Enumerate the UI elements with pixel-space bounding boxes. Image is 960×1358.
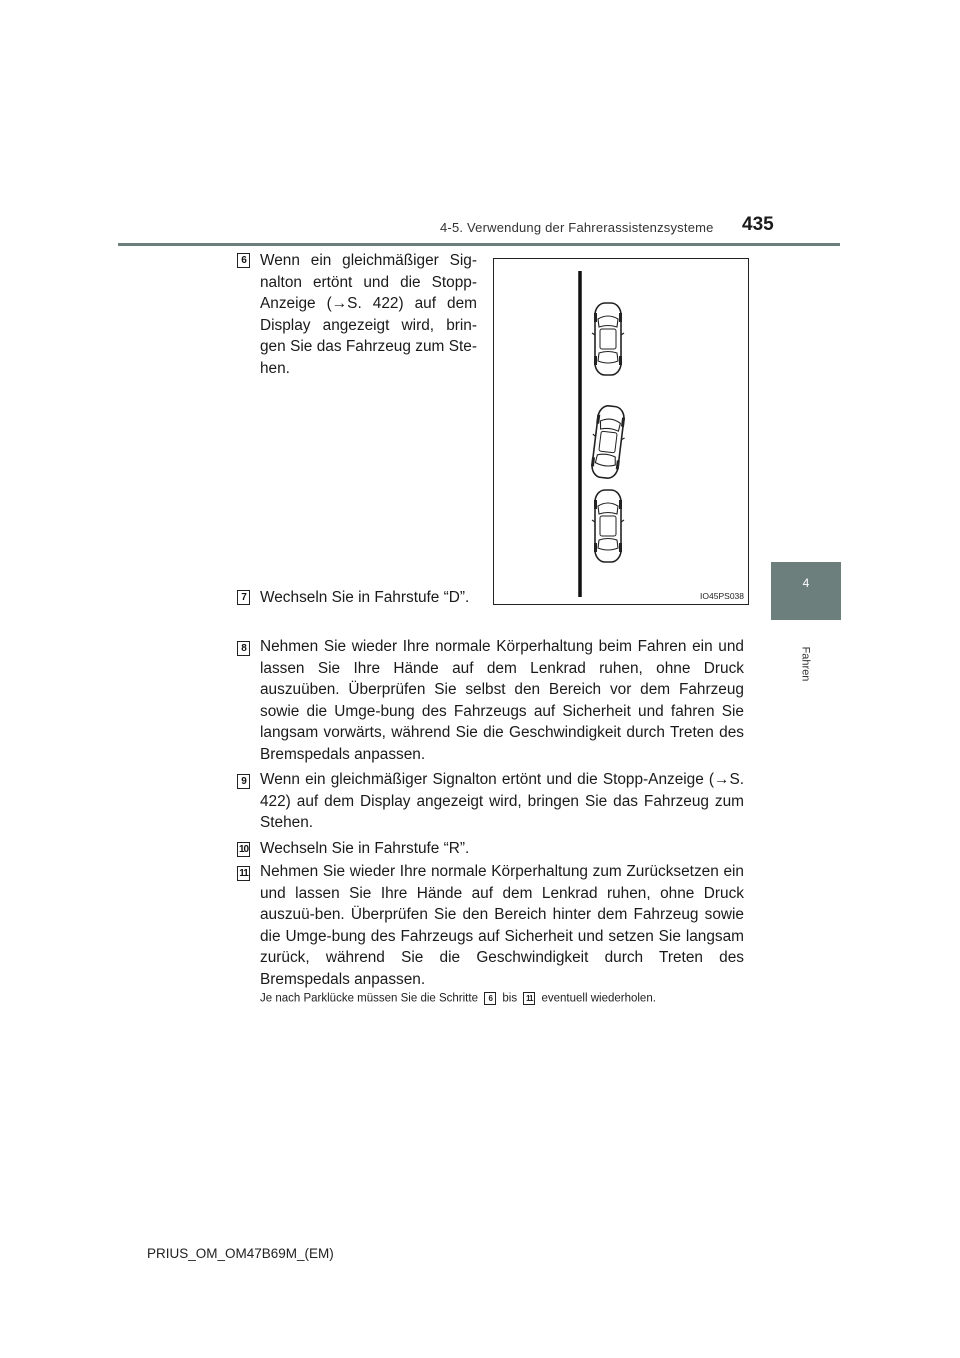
parking-diagram-icon xyxy=(494,259,750,606)
step-badge-9: 9 xyxy=(237,774,250,789)
step-badge-6: 6 xyxy=(237,253,250,268)
chapter-label-container xyxy=(775,634,835,694)
chapter-tab xyxy=(771,562,841,620)
step-9-text: Wenn ein gleichmäßiger Signalton ertönt und die Stopp-Anzeige (→S. 422) auf dem Display angezeigt wird, bringen Sie das Fahrzeug zum Stehen. xyxy=(260,771,744,832)
note-text-before: Je nach Parklücke müssen Sie die Schritte xyxy=(260,992,478,1005)
chapter-number: 4 xyxy=(802,576,810,590)
step-6-text: Wenn ein gleichmäßiger Sig-nalton ertönt und die Stopp-Anzeige (→S. 422) auf dem Display angezeigt wird, brin-gen Sie das Fahrzeug zum Ste-hen. xyxy=(260,252,477,377)
step-11-text: Nehmen Sie wieder Ihre normale Körperhaltung zum Zurücksetzen ein und lassen Sie Ihre Hände auf dem Lenkrad ruhen, ohne Druck auszuü-ben. Überprüfen Sie den Bereich hinter dem Fahrzeug sowie die Umge-bung des Fahrzeugs auf Sicherheit und setzen Sie langsam zurück, während Sie die Geschwindigkeit durch Treten des Bremspedals anpassen. xyxy=(260,863,744,988)
section-title: 4-5. Verwendung der Fahrerassistenzsysteme xyxy=(440,220,714,235)
step-badge-7: 7 xyxy=(237,590,250,605)
step-badge-10: 10 xyxy=(238,844,249,855)
chapter-label: Fahren xyxy=(798,646,811,682)
page-number: 435 xyxy=(742,214,774,235)
note-badge-6: 6 xyxy=(484,992,496,1005)
step-badge-8: 8 xyxy=(237,641,250,656)
step-10-text: Wechseln Sie in Fahrstufe “R”. xyxy=(260,840,470,857)
document-id: PRIUS_OM_OM47B69M_(EM) xyxy=(147,1246,334,1261)
step-7-text: Wechseln Sie in Fahrstufe “D”. xyxy=(260,589,470,606)
step-8-text: Nehmen Sie wieder Ihre normale Körperhaltung beim Fahren ein und lassen Sie Ihre Hände auf dem Lenkrad ruhen, ohne Druck auszuüben. Überprüfen Sie selbst den Bereich vor dem Fahrzeug sowie die Umge-bung des Fahrzeugs auf Sicherheit und fahren Sie langsam vorwärts, während Sie die Geschwindigkeit durch Treten des Bremspedals anpassen. xyxy=(260,638,744,763)
repeat-steps-note xyxy=(260,992,656,1005)
note-badge-11: 11 xyxy=(523,992,535,1005)
header-divider xyxy=(118,243,840,246)
parking-illustration xyxy=(493,258,749,605)
figure-code: IO45PS038 xyxy=(700,591,744,601)
note-text-after: eventuell wiederholen. xyxy=(541,992,656,1005)
note-text-middle: bis xyxy=(502,992,518,1005)
step-badge-11: 11 xyxy=(237,866,250,881)
